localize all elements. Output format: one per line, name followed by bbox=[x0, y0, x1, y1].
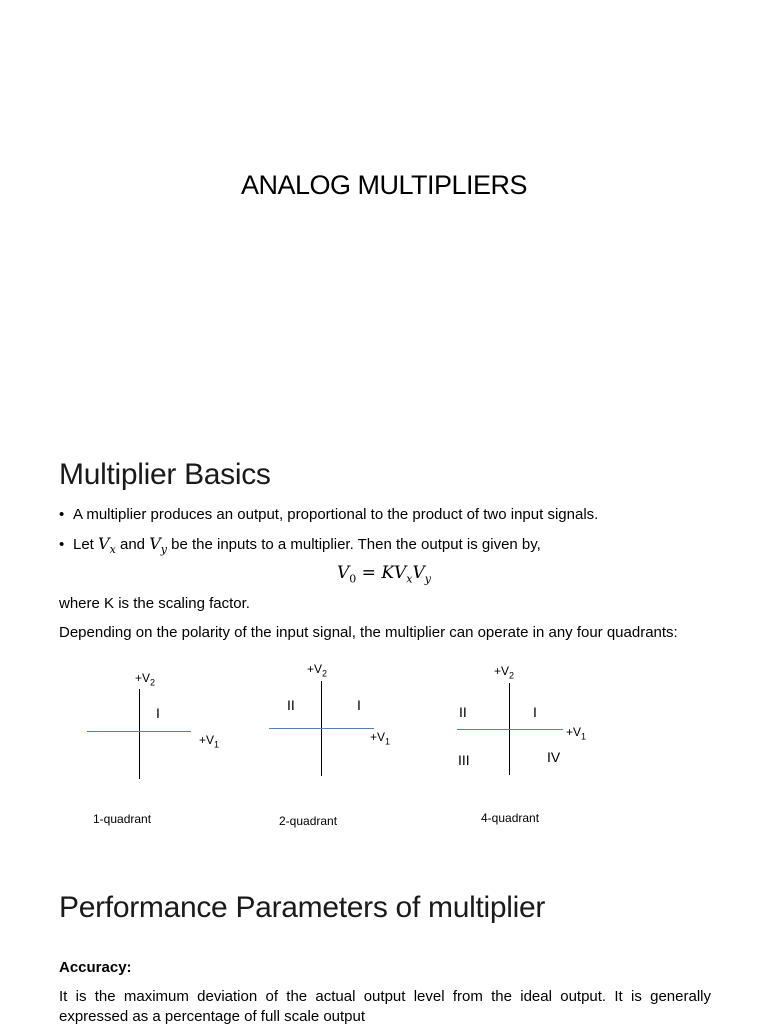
diagram-caption: 2-quadrant bbox=[279, 814, 338, 828]
bullet-text: A multiplier produces an output, proportional to the product of two input signals. bbox=[73, 506, 599, 523]
accuracy-paragraph: It is the maximum deviation of the actual output level from the ideal output. It is generally expressed as a percentage of full scale output bbox=[59, 988, 711, 1025]
diagram-caption: 4-quadrant bbox=[481, 811, 540, 825]
section-heading-multiplier-basics: Multiplier Basics bbox=[59, 458, 271, 491]
section-heading-performance-parameters: Performance Parameters of multiplier bbox=[59, 891, 546, 924]
quadrant-label-iv: IV bbox=[547, 749, 561, 765]
bullet-text-post: be the inputs to a multiplier. Then the output is given by, bbox=[166, 536, 541, 553]
subheading-accuracy: Accuracy: bbox=[59, 959, 132, 976]
bullet-dot: • bbox=[59, 536, 65, 553]
quadrant-label-ii: II bbox=[459, 704, 467, 720]
v1-axis-label: $+V_1$ bbox=[199, 733, 220, 750]
bullet-multiplier-definition bbox=[59, 506, 598, 523]
math-vy: $V_y$ bbox=[149, 534, 167, 557]
quadrant-label-i: I bbox=[156, 705, 160, 721]
math-vx: $V_x$ bbox=[98, 534, 116, 557]
diagram-caption: 1-quadrant bbox=[93, 812, 152, 826]
title-slide bbox=[0, 0, 768, 435]
horizontal-axis bbox=[269, 728, 374, 729]
quadrant-label-iii: III bbox=[458, 752, 470, 768]
horizontal-axis bbox=[87, 731, 191, 732]
output-equation: $V_0 = KV_xV_y$ bbox=[336, 563, 432, 586]
bullet-inputs bbox=[59, 534, 541, 556]
v2-axis-label: $+V_2$ bbox=[135, 671, 156, 688]
bullet-dot: • bbox=[59, 506, 65, 523]
quadrant-diagrams bbox=[0, 660, 768, 840]
bullet-text-mid: and bbox=[115, 536, 150, 553]
v2-axis-label: $+V_2$ bbox=[494, 664, 515, 681]
quadrant-label-i: I bbox=[533, 704, 537, 720]
polarity-paragraph: Depending on the polarity of the input signal, the multiplier can operate in any four quadrants: bbox=[59, 624, 678, 641]
quadrant-label-ii: II bbox=[287, 697, 295, 713]
vertical-axis bbox=[139, 689, 140, 779]
v1-axis-label: $+V_1$ bbox=[370, 730, 391, 747]
scaling-factor-note: where K is the scaling factor. bbox=[59, 595, 250, 612]
horizontal-axis bbox=[457, 729, 563, 730]
v2-axis-label: $+V_2$ bbox=[307, 662, 328, 679]
slide-title: ANALOG MULTIPLIERS bbox=[240, 170, 528, 200]
v1-axis-label: $+V_1$ bbox=[566, 725, 587, 742]
quadrant-label-i: I bbox=[357, 697, 361, 713]
bullet-text-pre: Let bbox=[73, 536, 99, 553]
